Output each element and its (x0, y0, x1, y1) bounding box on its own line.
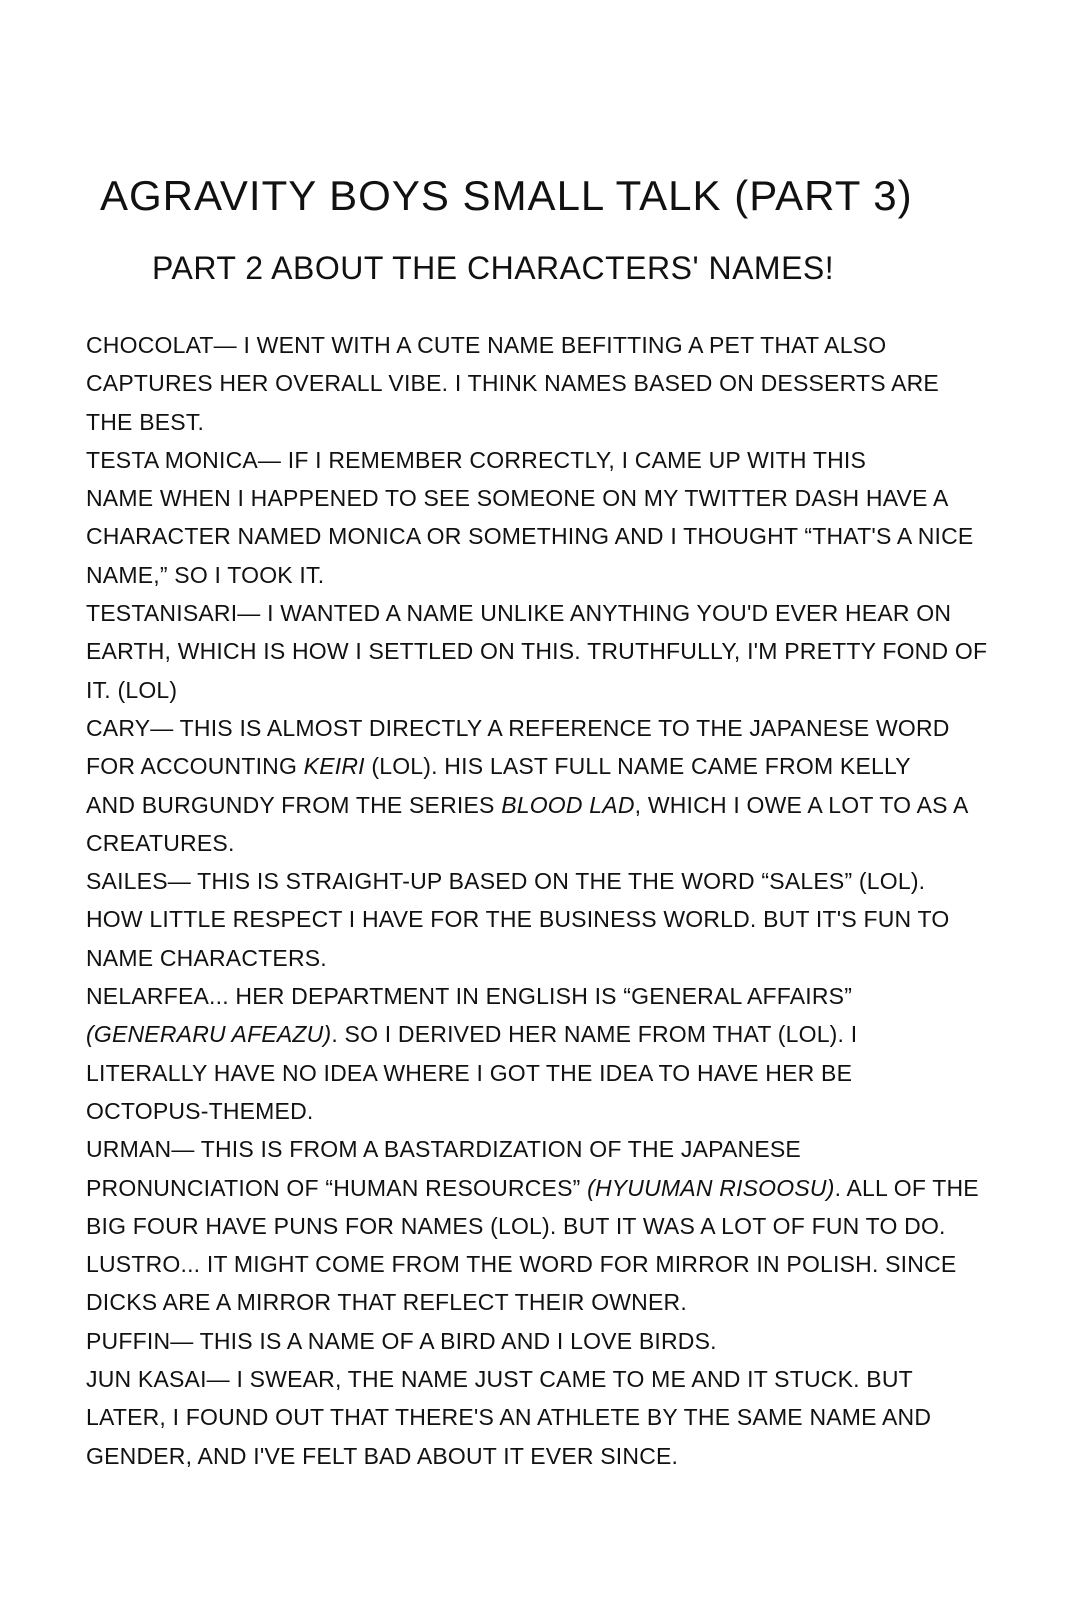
text-line: SAILES— THIS IS STRAIGHT-UP BASED ON THE THE WORD “SALES” (LOL). (86, 868, 926, 895)
text-segment: FOR ACCOUNTING (86, 753, 304, 780)
text-line: LITERALLY HAVE NO IDEA WHERE I GOT THE IDEA TO HAVE HER BE (86, 1059, 853, 1086)
italic-term: KEIRI (303, 753, 365, 780)
text-line: CHOCOLAT— I WENT WITH A CUTE NAME BEFITTING A PET THAT ALSO (86, 332, 887, 358)
text-line: CHARACTER NAMED MONICA OR SOMETHING AND I THOUGHT “THAT'S A NICE (86, 523, 974, 550)
text-line: CARY— THIS IS ALMOST DIRECTLY A REFERENCE TO THE JAPANESE WORD (86, 714, 950, 741)
text-line: URMAN— THIS IS FROM A BASTARDIZATION OF THE JAPANESE (86, 1136, 801, 1163)
text-line: NAME CHARACTERS. (86, 944, 327, 971)
text-line (86, 786, 1006, 824)
text-line: IT. (LOL) (86, 676, 178, 703)
text-line: CAPTURES HER OVERALL VIBE. I THINK NAMES BASED ON DESSERTS ARE (86, 370, 939, 397)
text-line: BIG FOUR HAVE PUNS FOR NAMES (LOL). BUT IT WAS A LOT OF FUN TO DO. (86, 1212, 946, 1239)
text-line: NAME,” SO I TOOK IT. (86, 561, 325, 588)
text-line: EARTH, WHICH IS HOW I SETTLED ON THIS. TRUTHFULLY, I'M PRETTY FOND OF (86, 638, 988, 665)
text-line: LATER, I FOUND OUT THAT THERE'S AN ATHLETE BY THE SAME NAME AND (86, 1404, 932, 1431)
page-title: AGRAVITY BOYS SMALL TALK (PART 3) (100, 172, 913, 219)
italic-term: (GENERARU AFEAZU) (86, 1021, 332, 1048)
text-line: HOW LITTLE RESPECT I HAVE FOR THE BUSINESS WORLD. BUT IT'S FUN TO (86, 906, 950, 933)
text-line: JUN KASAI— I SWEAR, THE NAME JUST CAME TO ME AND IT STUCK. BUT (86, 1366, 913, 1393)
text-line: THE BEST. (86, 408, 205, 435)
italic-term: BLOOD LAD (501, 791, 635, 818)
text-segment: (LOL). HIS LAST FULL NAME CAME FROM KELLY (364, 753, 911, 780)
text-line (86, 1015, 1006, 1053)
italic-term: (HYUUMAN RISOOSU) (587, 1174, 835, 1201)
text-line: LUSTRO... IT MIGHT COME FROM THE WORD FOR MIRROR IN POLISH. SINCE (86, 1251, 957, 1278)
text-line: DICKS ARE A MIRROR THAT REFLECT THEIR OWNER. (86, 1289, 687, 1316)
text-segment: PRONUNCIATION OF “HUMAN RESOURCES” (86, 1174, 588, 1201)
text-segment: . SO I DERIVED HER NAME FROM THAT (LOL). I (331, 1021, 858, 1048)
text-segment: , WHICH I OWE A LOT TO AS A (634, 791, 969, 818)
text-line: NELARFEA... HER DEPARTMENT IN ENGLISH IS “GENERAL AFFAIRS” (86, 983, 853, 1010)
page-subtitle: PART 2 ABOUT THE CHARACTERS' NAMES! (152, 250, 835, 286)
text-segment: . ALL OF THE (834, 1174, 979, 1201)
text-line: NAME WHEN I HAPPENED TO SEE SOMEONE ON MY TWITTER DASH HAVE A (86, 485, 949, 512)
text-line (86, 747, 1006, 785)
text-line: TESTA MONICA— IF I REMEMBER CORRECTLY, I CAME UP WITH THIS (86, 446, 867, 473)
text-line: TESTANISARI— I WANTED A NAME UNLIKE ANYTHING YOU'D EVER HEAR ON (86, 600, 952, 627)
text-line: CREATURES. (86, 829, 235, 856)
body-text (86, 326, 1006, 1475)
text-line: GENDER, AND I'VE FELT BAD ABOUT IT EVER SINCE. (86, 1442, 679, 1469)
text-line (86, 1169, 1006, 1207)
text-line: PUFFIN— THIS IS A NAME OF A BIRD AND I LOVE BIRDS. (86, 1327, 717, 1354)
text-line: OCTOPUS-THEMED. (86, 1097, 314, 1124)
text-segment: AND BURGUNDY FROM THE SERIES (86, 791, 502, 818)
